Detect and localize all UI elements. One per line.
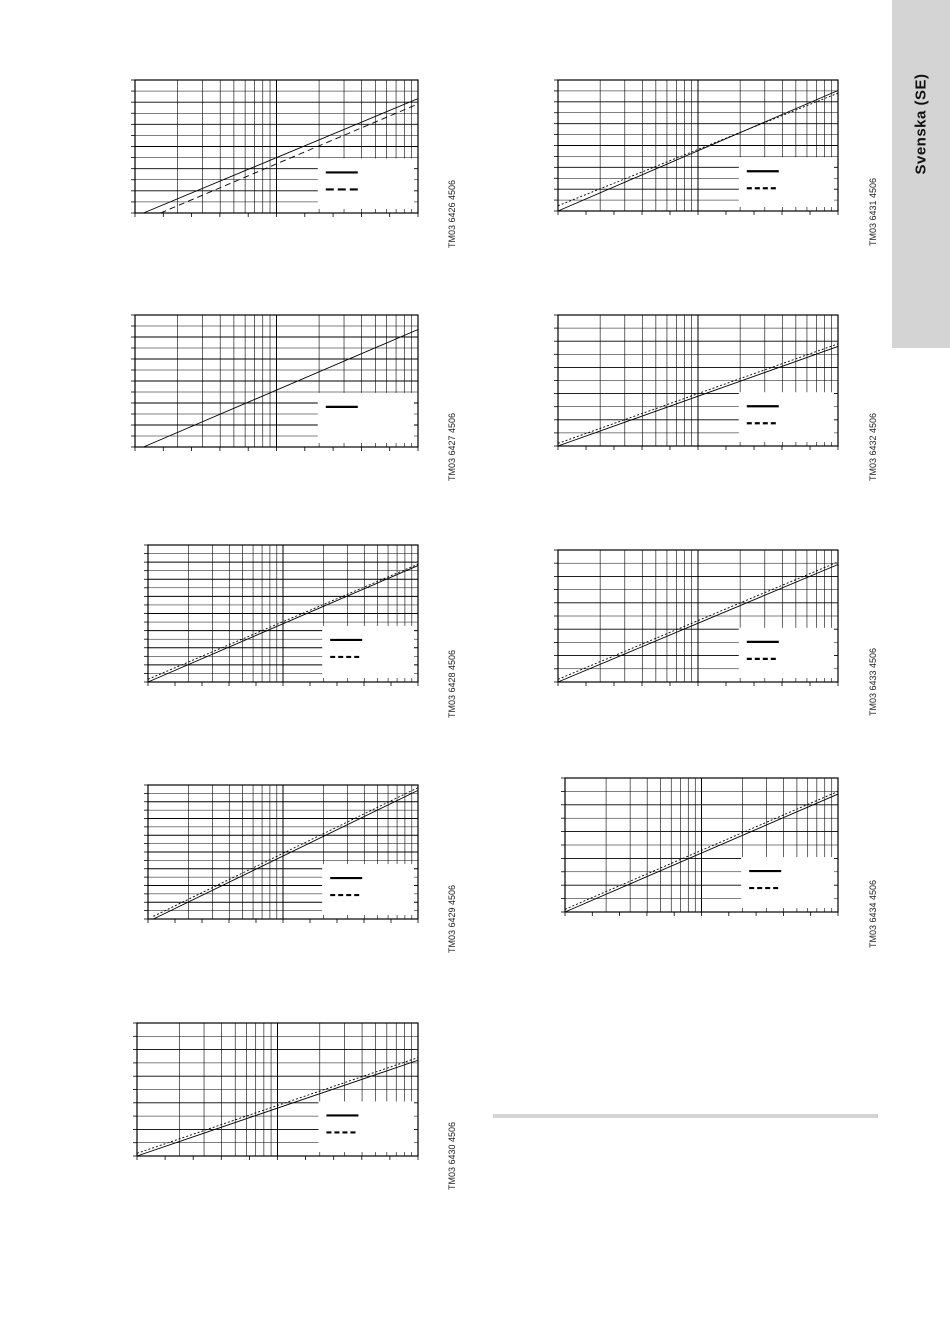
chart-c5 <box>137 1023 418 1156</box>
chart-c9 <box>565 778 838 912</box>
chart-code-c7: TM03 6432 4506 <box>868 412 878 482</box>
legend-box <box>739 392 834 442</box>
legend-box <box>739 628 834 678</box>
legend-box <box>318 158 414 209</box>
chart-c3 <box>148 545 418 682</box>
chart-c1 <box>135 80 418 213</box>
language-tab-label: Svenska (SE) <box>912 73 930 175</box>
section-divider <box>493 1114 878 1118</box>
legend-box <box>739 157 834 207</box>
chart-c7 <box>558 315 838 446</box>
chart-c2 <box>135 315 418 447</box>
legend-box <box>318 1101 414 1152</box>
chart-c8 <box>558 550 838 682</box>
chart-c4 <box>148 785 418 919</box>
chart-c6 <box>558 80 838 211</box>
chart-code-c9: TM03 6434 4506 <box>868 879 878 949</box>
legend-box <box>741 857 834 908</box>
chart-code-c6: TM03 6431 4506 <box>868 177 878 247</box>
chart-code-c1: TM03 6426 4506 <box>447 179 457 249</box>
chart-code-c8: TM03 6433 4506 <box>868 647 878 717</box>
chart-code-c5: TM03 6430 4506 <box>447 1121 457 1191</box>
legend-box <box>322 626 414 678</box>
chart-code-c3: TM03 6428 4506 <box>447 649 457 719</box>
legend-box <box>318 393 414 443</box>
chart-code-c2: TM03 6427 4506 <box>447 412 457 482</box>
legend-box <box>322 864 414 915</box>
chart-code-c4: TM03 6429 4506 <box>447 884 457 954</box>
